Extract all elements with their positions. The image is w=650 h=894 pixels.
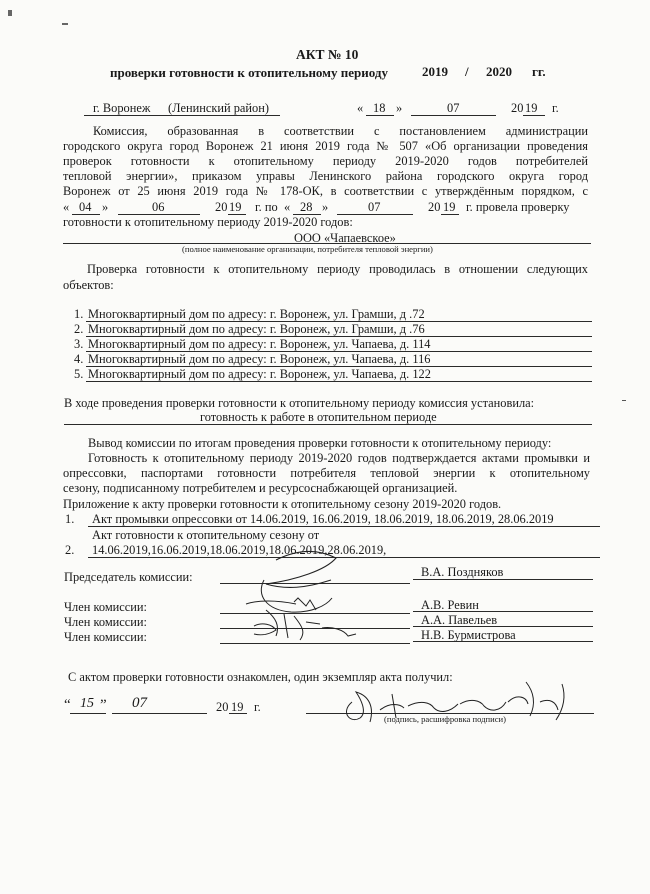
period-q4: »	[322, 200, 329, 214]
act-title: АКТ № 10	[296, 47, 359, 62]
object-num-5: 5.	[74, 367, 84, 381]
scan-mark	[62, 23, 68, 25]
period-from-year-suffix: 19	[229, 200, 242, 214]
receipt-quote-close: ”	[100, 697, 107, 713]
receipt-year-underline	[229, 713, 247, 714]
objects-intro-2: объектов:	[63, 278, 114, 292]
receipt-day: 15	[80, 696, 94, 711]
receipt-month-underline	[112, 713, 207, 714]
object-item-4: Многоквартирный дом по адресу: г. Воронеж, ул. Чапаева, д. 116	[88, 352, 431, 366]
member-3-name-line	[413, 641, 593, 642]
receipt-year-suffix: 19	[231, 700, 244, 714]
date-day: 18	[373, 101, 386, 115]
commission-line-7: готовности к отопительному периоду 2019-2020 годов:	[63, 215, 353, 229]
signatures-scribble	[236, 540, 366, 652]
place: г. Воронеж	[93, 101, 151, 115]
date-year-underline	[523, 115, 545, 116]
period-q3: «	[284, 200, 291, 214]
chair-label: Председатель комиссии:	[64, 570, 193, 584]
period-q1: «	[63, 200, 70, 214]
district: (Ленинский район)	[168, 101, 269, 115]
date-year-prefix: 20	[511, 101, 524, 115]
receipt-caption: (подпись, расшифровка подписи)	[384, 714, 506, 724]
date-month: 07	[447, 101, 460, 115]
receipt-g: г.	[254, 700, 261, 714]
member-name-1: А.В. Ревин	[421, 598, 479, 612]
appendix-item-1: Акт промывки опрессовки от 14.06.2019, 16.06.2019, 18.06.2019, 18.06.2019, 28.06.2019	[92, 512, 554, 526]
findings-line-2: готовность к работе в отопительном периоде	[200, 410, 437, 424]
commission-line-1: Комиссия, образованная в соответствии с постановлением администрации	[93, 124, 588, 138]
receipt-year-prefix: 20	[216, 700, 229, 714]
receipt-text: С актом проверки готовности ознакомлен, один экземпляр акта получил:	[68, 670, 453, 684]
member-name-3: Н.В. Бурмистрова	[421, 628, 516, 642]
appendix-item-1-underline	[88, 526, 600, 527]
conclusion-heading: Вывод комиссии по итогам проведения проверки готовности к отопительному периоду:	[88, 436, 552, 450]
date-g: г.	[552, 101, 559, 115]
period-to-day: 28	[300, 200, 313, 214]
member-name-2: А.А. Павельев	[421, 613, 498, 627]
findings-underline	[64, 424, 592, 425]
date-quote-close: »	[396, 101, 403, 115]
commission-line-5: Воронеж от 25 июня 2019 года № 178-ОК, в соответствии с утверждённым порядком, с	[63, 184, 588, 198]
member-label-2: Член комиссии:	[64, 615, 147, 629]
period-q2: »	[102, 200, 109, 214]
member-label-1: Член комиссии:	[64, 600, 147, 614]
object-num-2: 2.	[74, 322, 84, 336]
period-to-year-prefix: 20	[428, 200, 441, 214]
conclusion-p2: опрессовки, паспортами готовности потребителя тепловой энергии к отопительному	[63, 466, 590, 480]
scan-artifact	[622, 400, 626, 401]
receipt-signature-scribble	[330, 672, 580, 732]
object-underline-5	[86, 381, 592, 382]
place-underline	[84, 115, 280, 116]
member-1-name-line	[413, 611, 593, 612]
appendix-item-2-num: 2.	[65, 543, 75, 557]
period-to-month: 07	[368, 200, 381, 214]
conclusion-p3: сезону, подписанному потребителем и ресурсоснабжающей организацией.	[63, 481, 458, 495]
object-item-5: Многоквартирный дом по адресу: г. Воронеж, ул. Чапаева, д. 122	[88, 367, 431, 381]
scan-mark	[8, 10, 12, 16]
date-quote-open: «	[357, 101, 364, 115]
appendix-item-2: 14.06.2019,16.06.2019,18.06.2019,18.06.2019,28.06.2019,	[92, 543, 387, 557]
period-from-year-prefix: 20	[215, 200, 228, 214]
object-num-4: 4.	[74, 352, 84, 366]
objects-intro: Проверка готовности к отопительному периоду проводилась в отношении следующих	[87, 262, 588, 276]
year-suffix: гг.	[532, 64, 546, 79]
object-item-1: Многоквартирный дом по адресу: г. Воронеж, ул. Грамши, д .72	[88, 307, 425, 321]
period-from-day: 04	[79, 200, 92, 214]
appendix-item-2-label: Акт готовности к отопительному сезону от	[92, 528, 320, 542]
act-subtitle: проверки готовности к отопительному периоду	[110, 65, 388, 80]
receipt-quote-open: “	[64, 697, 71, 713]
period-tail: г. провела проверку	[466, 200, 570, 214]
object-item-3: Многоквартирный дом по адресу: г. Воронеж, ул. Чапаева, д. 114	[88, 337, 431, 351]
commission-line-2: городского округа город Воронеж 21 июня 2019 года № 507 «Об организации проведения	[63, 139, 588, 153]
commission-line-3: проверок готовности к отопительному периоду 2019-2020 годов потребителей	[63, 154, 588, 168]
findings-line-1: В ходе проведения проверки готовности к отопительному периоду комиссия установила:	[64, 396, 535, 410]
conclusion-p1: Готовность к отопительному периоду 2019-2020 годов подтверждается актами промывки и	[88, 451, 590, 465]
receipt-day-underline	[70, 713, 106, 714]
chair-name: В.А. Поздняков	[421, 565, 504, 579]
date-day-underline	[366, 115, 394, 116]
object-item-2: Многоквартирный дом по адресу: г. Воронеж, ул. Грамши, д .76	[88, 322, 425, 336]
object-num-1: 1.	[74, 307, 84, 321]
receipt-month: 07	[132, 695, 147, 711]
date-year-suffix: 19	[525, 101, 538, 115]
period-to-year-underline	[441, 214, 459, 215]
appendix-heading: Приложение к акту проверки готовности к отопительному сезону 2019-2020 годов.	[63, 497, 502, 511]
organization-caption: (полное наименование организации, потребителя тепловой энергии)	[182, 244, 433, 254]
year-start: 2019	[422, 64, 448, 79]
member-label-3: Член комиссии:	[64, 630, 147, 644]
commission-line-4: тепловой энергии», приказом управы Ленинского района городского округа город	[63, 169, 588, 183]
year-end: 2020	[486, 64, 512, 79]
member-2-name-line	[413, 626, 593, 627]
period-to-year-suffix: 19	[443, 200, 456, 214]
object-num-3: 3.	[74, 337, 84, 351]
period-from-month: 06	[152, 200, 165, 214]
appendix-item-1-num: 1.	[65, 512, 75, 526]
period-g-po: г. по	[255, 200, 278, 214]
organization-name: ООО «Чапаевское»	[294, 231, 396, 245]
chair-name-line	[413, 579, 593, 580]
year-slash: /	[465, 64, 469, 79]
date-month-underline	[411, 115, 496, 116]
